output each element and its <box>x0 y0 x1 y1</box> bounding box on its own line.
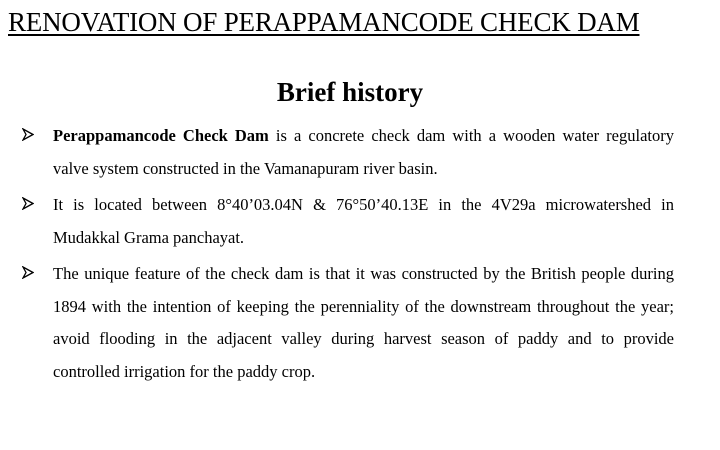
arrow-bullet-icon <box>22 189 42 222</box>
arrow-bullet-icon <box>22 258 42 291</box>
document-title: RENOVATION OF PERAPPAMANCODE CHECK DAM <box>8 7 640 37</box>
list-item <box>22 189 674 254</box>
section-heading: Brief history <box>276 77 424 107</box>
list-item <box>22 120 674 185</box>
bullet-text: is a concrete check dam with a wooden water regulatory valve system constructed in the Vamanapuram river basin. <box>53 126 674 178</box>
bullet-text: The unique feature of the check dam is that it was constructed by the British people during 1894 with the intention of keeping the perenniality of the downstream throughout the year; avoid flooding in the adjacent valley during harvest season of paddy and to provide controlled irrigation for the paddy crop. <box>53 264 674 381</box>
list-item <box>22 258 674 388</box>
dam-name: Perappamancode Check Dam <box>53 126 269 145</box>
arrow-bullet-icon <box>22 120 42 153</box>
bullet-list <box>22 120 674 392</box>
bullet-text: It is located between 8°40’03.04N & 76°50’40.13E in the 4V29a microwatershed in Mudakkal Grama panchayat. <box>53 195 674 247</box>
